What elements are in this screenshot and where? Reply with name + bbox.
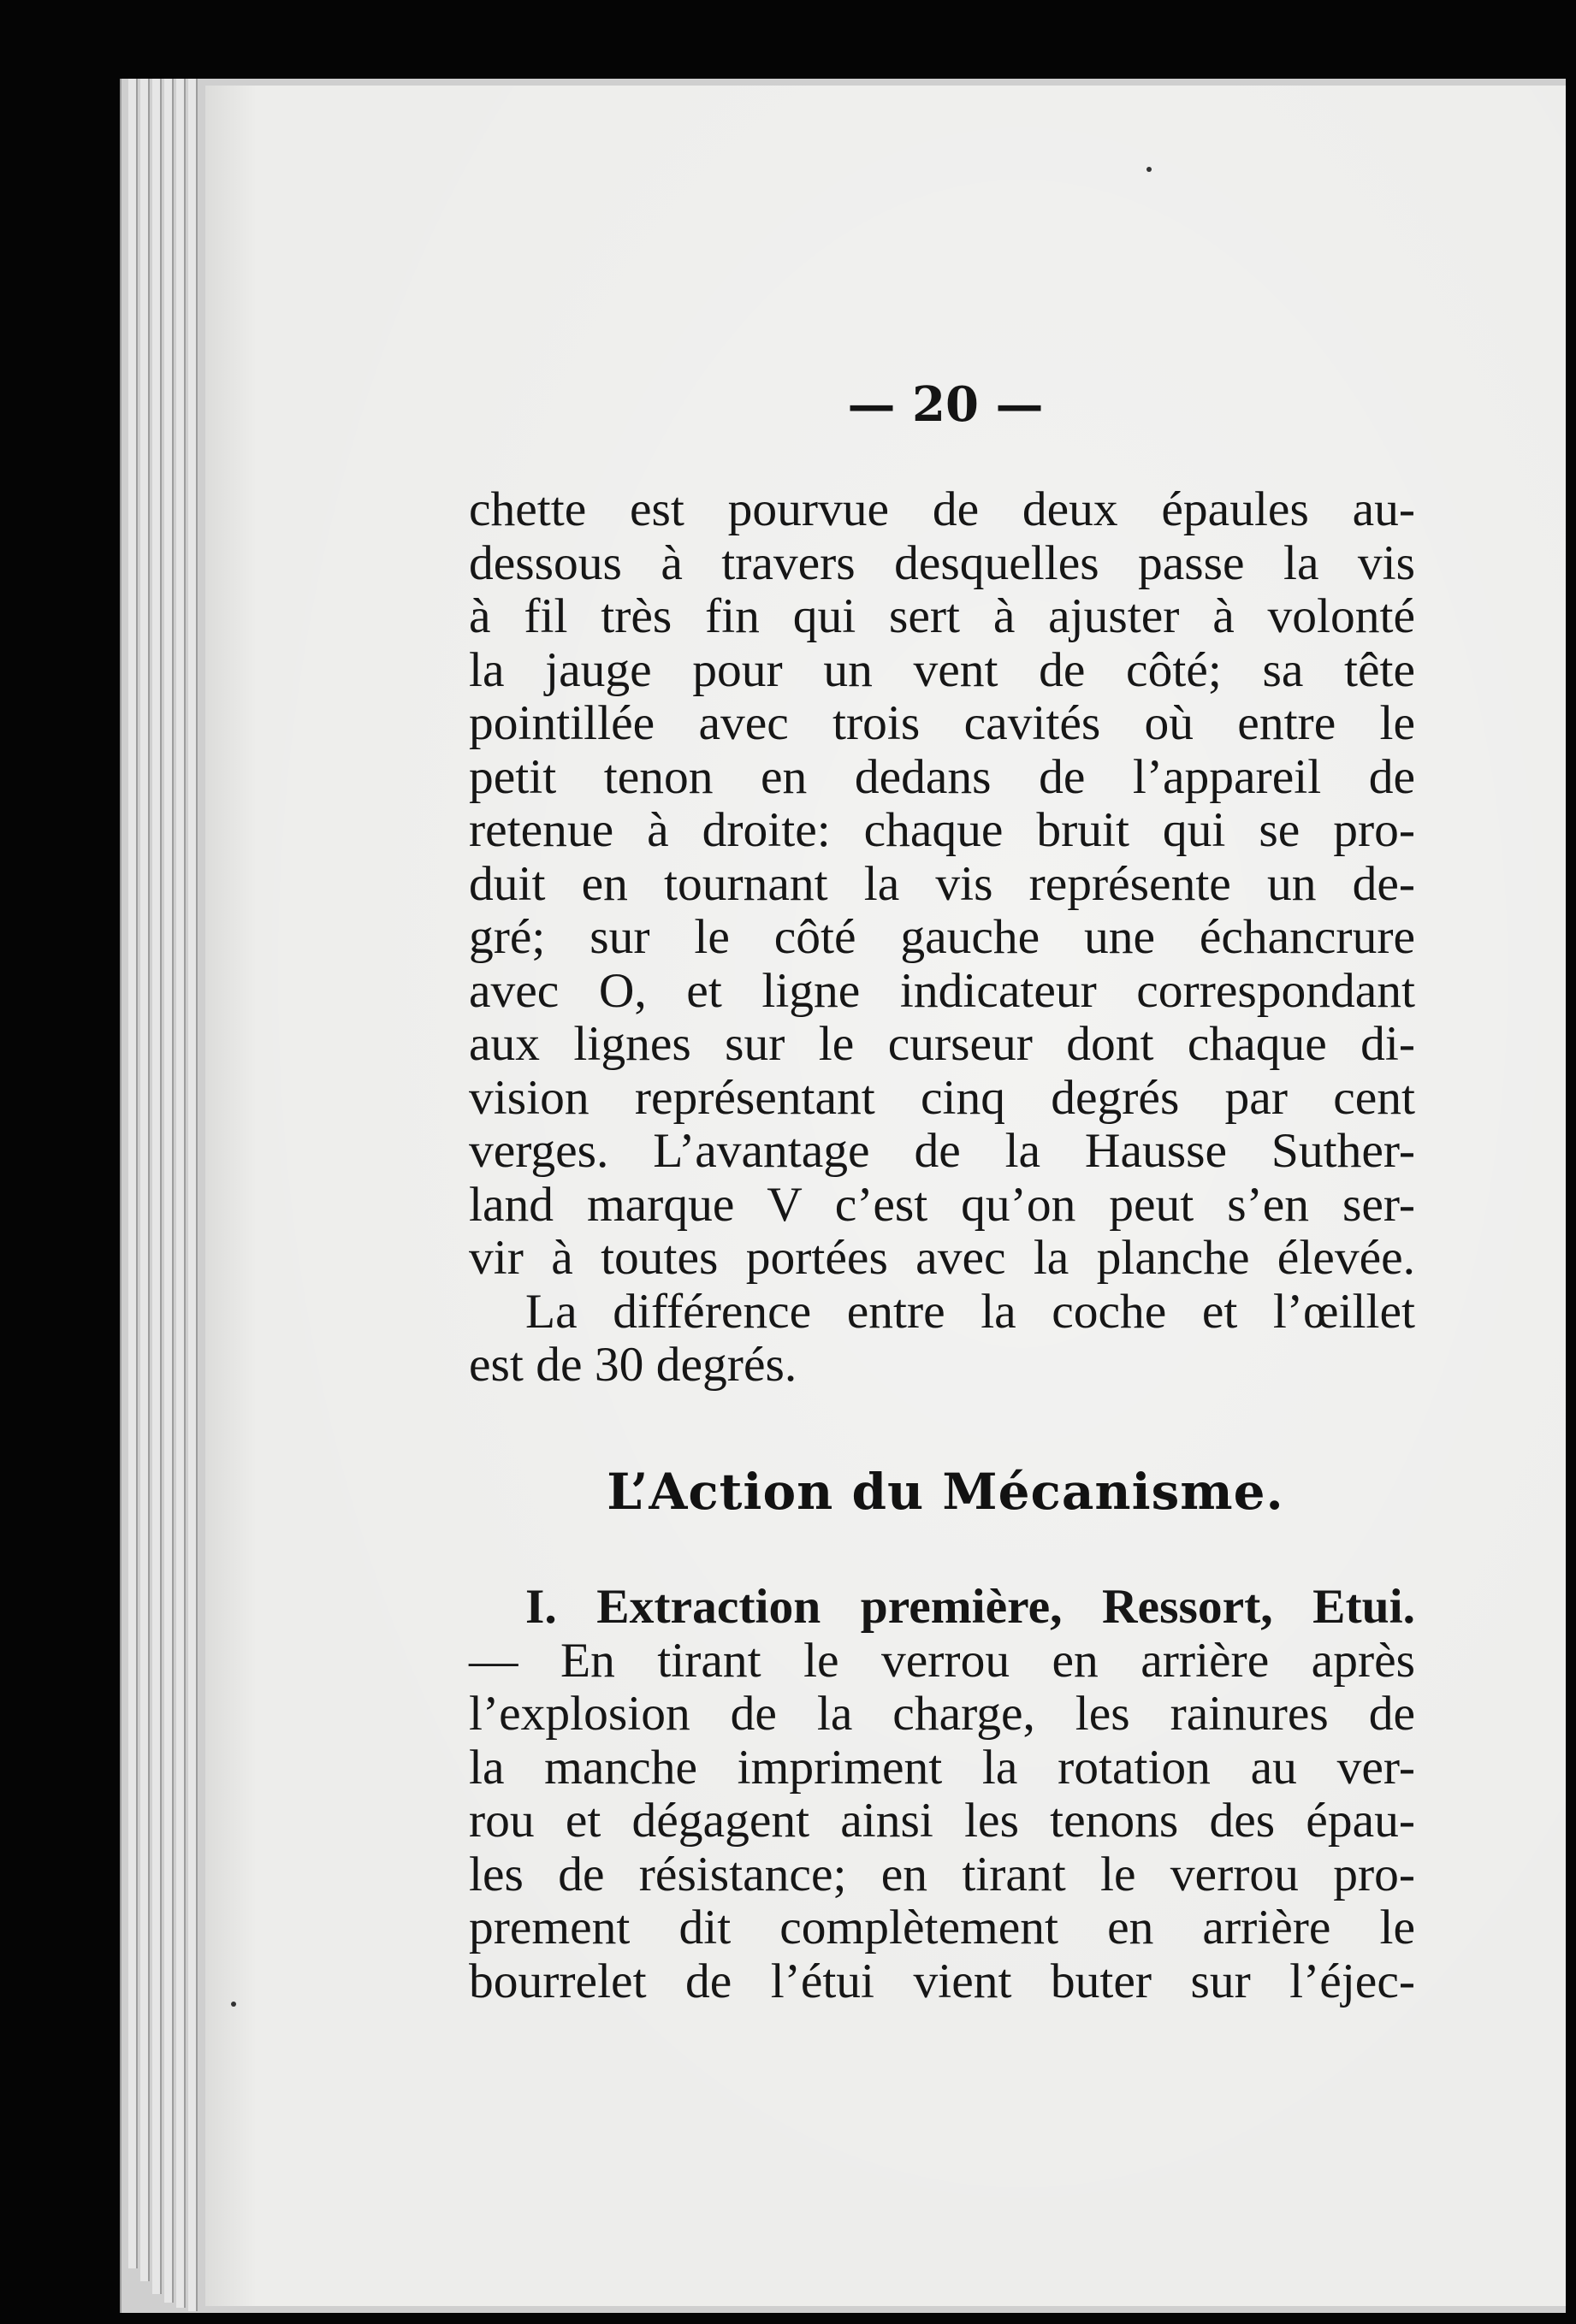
text-line: duit en tournant la vis représente un de- bbox=[469, 856, 1415, 911]
text-line: petit tenon en dedans de l’appareil de bbox=[469, 749, 1415, 804]
text-line: vision représentant cinq degrés par cent bbox=[469, 1070, 1415, 1125]
text-line: l’explosion de la charge, les rainures de bbox=[469, 1687, 1415, 1741]
section-heading: L’Action du Mécanisme. bbox=[607, 1463, 1284, 1521]
text-line: La différence entre la coche et l’œillet bbox=[525, 1284, 1415, 1339]
text-line: la jauge pour un vent de côté; sa tête bbox=[469, 642, 1415, 697]
page-number: — 20 — bbox=[847, 376, 1044, 433]
text-line: — En tirant le verrou en arrière après bbox=[469, 1633, 1415, 1688]
text-line: chette est pourvue de deux épaules au- bbox=[469, 482, 1415, 536]
text-line: prement dit complètement en arrière le bbox=[469, 1901, 1415, 1954]
text-line: rou et dégagent ainsi les tenons des épau- bbox=[469, 1794, 1415, 1848]
text-line: les de résistance; en tirant le verrou pro- bbox=[469, 1847, 1415, 1901]
text-line: vir à toutes portées avec la planche élevée. bbox=[469, 1231, 1415, 1285]
text-line: land marque V c’est qu’on peut s’en ser- bbox=[469, 1177, 1415, 1232]
text-line: avec O, et ligne indicateur correspondant bbox=[469, 963, 1415, 1018]
text-line: pointillée avec trois cavités où entre le bbox=[469, 696, 1415, 750]
text-line: dessous à travers desquelles passe la vis bbox=[469, 535, 1415, 590]
text-line: est de 30 degrés. bbox=[469, 1338, 797, 1392]
section-paragraph bbox=[469, 1581, 1415, 2008]
dust-speck bbox=[1146, 167, 1152, 172]
dust-speck bbox=[231, 2002, 236, 2007]
text-line: à fil très fin qui sert à ajuster à volonté bbox=[469, 589, 1415, 643]
text-line: gré; sur le côté gauche une échancrure bbox=[469, 910, 1415, 964]
text-line: verges. L’avantage de la Hausse Suther- bbox=[469, 1124, 1415, 1178]
text-line: retenue à droite: chaque bruit qui se pro- bbox=[469, 803, 1415, 857]
body-paragraph bbox=[469, 483, 1415, 1393]
text-line: la manche impriment la rotation au ver- bbox=[469, 1740, 1415, 1795]
text-line: bourrelet de l’étui vient buter sur l’éjec- bbox=[469, 1954, 1415, 2008]
text-line: aux lignes sur le curseur dont chaque di- bbox=[469, 1017, 1415, 1071]
subsection-title: I. Extraction première, Ressort, Etui. bbox=[525, 1580, 1415, 1634]
